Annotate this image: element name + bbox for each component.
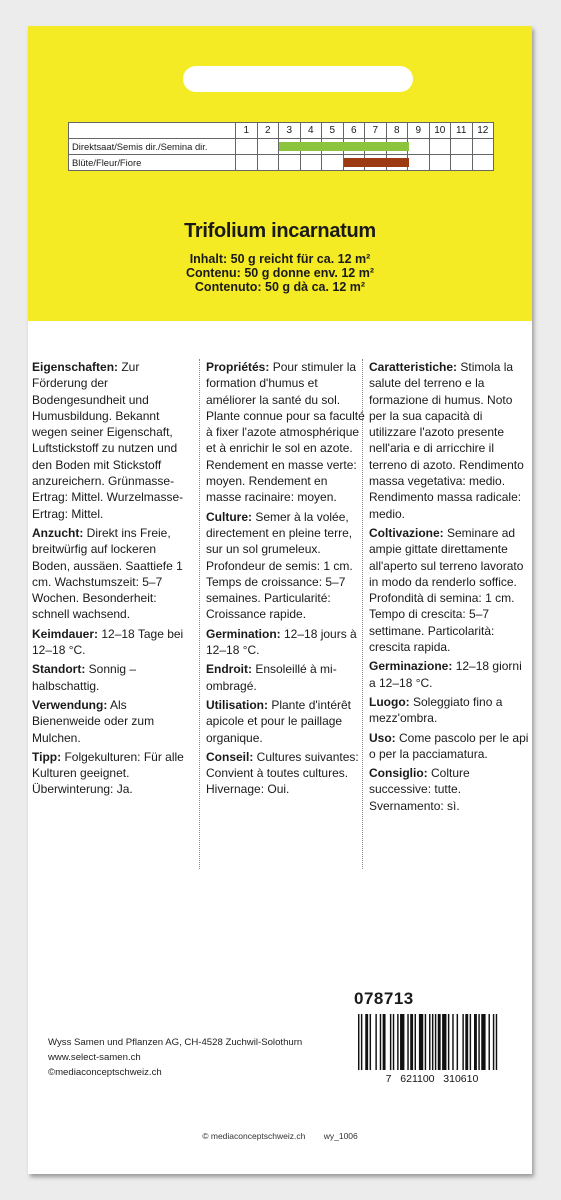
column-german [32,359,192,801]
month-12: 12 [472,123,494,139]
barcode [350,1012,515,1084]
de-location: Standort: Sonnig – halbschattig. [32,662,137,693]
column-italian [369,359,529,817]
calendar-header-row [69,123,494,139]
calendar-row-label: Direktsaat/Semis dir./Semina dir. [69,139,236,155]
company-address: Wyss Samen und Pflanzen AG, CH-4528 Zuchwil-Solothurn [48,1037,303,1048]
month-7: 7 [365,123,387,139]
de-germination: Keimdauer: 12–18 Tage bei 12–18 °C. [32,626,184,658]
month-1: 1 [236,123,258,139]
it-tip: Consiglio: Colture successive: tutte. Svernamento: sì. [369,766,470,813]
month-10: 10 [429,123,451,139]
month-2: 2 [257,123,279,139]
month-6: 6 [343,123,365,139]
month-5: 5 [322,123,344,139]
fr-cultivation: Culture: Semer à la volée, directement en pleine terre, sur un sol grumeleux. Profondeur de semis: 1 cm. Temps de croissance: 5–7 semaines. Particularité: Croissance rapide. [206,509,353,622]
column-french [206,359,366,801]
hang-hole [183,66,413,92]
de-cultivation: Anzucht: Direkt ins Freie, breitwürfig auf lockeren Boden, aussäen. Saattiefe 1 cm. Wachstumszeit: 5–7 Wochen. Besonderheit: schnell wachsend. [32,525,183,622]
content-de: Inhalt: 50 g reicht für ca. 12 m² [189,252,371,266]
it-location: Luogo: Soleggiato fino a mezz'ombra. [369,694,503,726]
fr-location: Endroit: Ensoleillé à mi-ombragé. [206,662,337,693]
content-fr: Contenu: 50 g donne env. 12 m² [186,266,374,280]
month-11: 11 [451,123,473,139]
footer-copyright: © mediaconceptschweiz.ch [202,1131,306,1141]
footer-code: wy_1006 [323,1131,358,1141]
article-number: 078713 [354,989,414,1008]
de-usage: Verwendung: Als Bienenweide oder zum Mulchen. [32,697,155,745]
month-4: 4 [300,123,322,139]
content-it: Contenuto: 50 g dà ca. 12 m² [194,280,366,294]
description-columns [28,359,532,879]
calendar-row-label: Blüte/Fleur/Fiore [69,155,236,171]
product-name: Trifolium incarnatum [184,220,376,242]
fr-germination: Germination: 12–18 jours à 12–18 °C. [206,626,357,658]
month-9: 9 [408,123,430,139]
fr-properties: Propriétés: Pour stimuler la formation d'humus et améliorer la santé du sol. Plante connue pour sa faculté à fixer l'azote atmosphérique et à enrichir le sol en azote. Rendement en masse verte: moyen. Rendement en masse racinaire: moyen. [206,360,365,505]
sowing-calendar [68,122,494,171]
month-8: 8 [386,123,408,139]
barcode-digits: 7 621100 310610 [385,1073,479,1084]
calendar-row-flowering [69,155,494,171]
footer [28,1131,532,1141]
package-contents [28,252,532,294]
month-3: 3 [279,123,301,139]
company-website: www.select-samen.ch [48,1052,141,1063]
it-usage: Uso: Come pascolo per le api o per la pacciamatura. [369,730,529,761]
it-properties: Caratteristiche: Stimola la salute del terreno e la formazione di humus. Noto per la sua capacità di utilizzare l'azoto presente nell'aria e di arricchire il terreno di azoto. Rendimento massa vegetativa: medio. Rendimento massa radicale: medio. [369,360,524,521]
seed-packet-back [28,26,532,1174]
company-copyright: ©mediaconceptschweiz.ch [48,1067,162,1078]
it-germination: Germinazione: 12–18 giorni a 12–18 °C. [369,659,522,690]
fr-usage: Utilisation: Plante d'intérêt apicole et pour le paillage organique. [206,697,352,745]
it-cultivation: Coltivazione: Seminare ad ampie gittate direttamente all'aperto sul terreno lavorato in modo da renderlo soffice. Profondità di semina: 1 cm. Tempo di crescita: 5–7 settimane. Particolarità: crescita rapida. [369,525,524,655]
calendar-corner [69,123,236,139]
fr-tip: Conseil: Cultures suivantes: Convient à toutes cultures. Hivernage: Oui. [206,749,359,797]
de-properties: Eigenschaften: Zur Förderung der Bodengesundheit und Humusbildung. Bekannt wegen seiner Eigenschaft, Luftstickstoff zu nutzen und den Boden mit Stickstoff anzureichern. Grünmasse-Ertrag: Mittel. Wurzelmasse-Ertrag: Mittel. [32,360,184,521]
barcode-bars [358,1014,497,1070]
yellow-header [28,26,532,321]
calendar-row-sowing [69,139,494,155]
company-info [48,1035,302,1080]
de-tip: Tipp: Folgekulturen: Für alle Kulturen geeignet. Überwinterung: Ja. [32,749,184,797]
